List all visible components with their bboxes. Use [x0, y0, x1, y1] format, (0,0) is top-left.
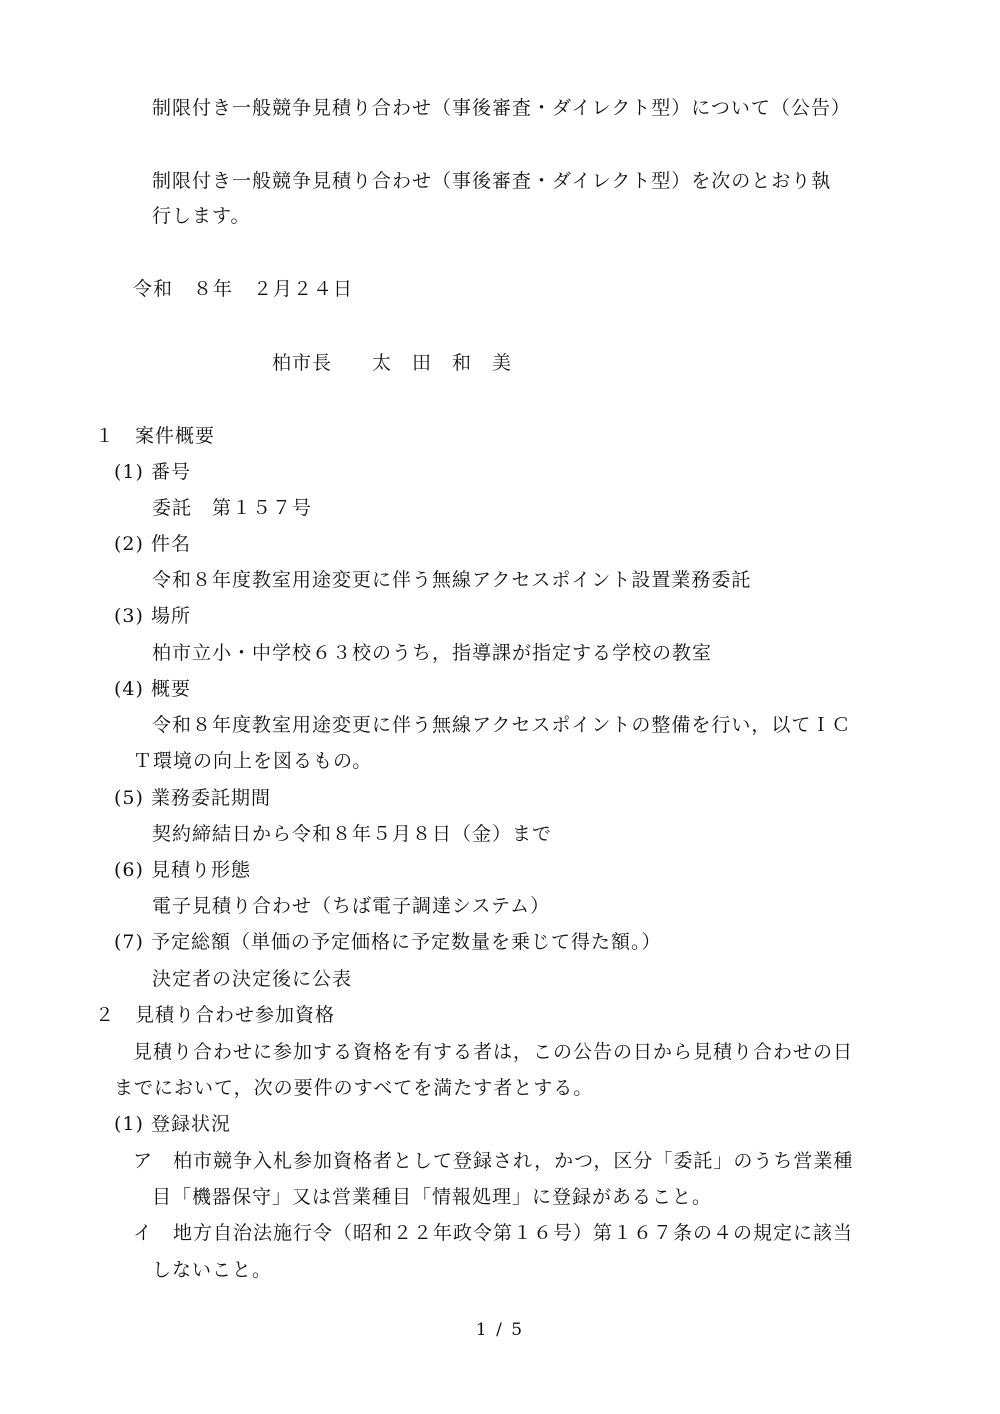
notice-date: 令和 ８年 ２月２４日 [133, 278, 354, 300]
item-7-label: (7) 予定総額（単価の予定価格に予定数量を乗じて得た額。） [114, 931, 662, 953]
intro-line-1: 制限付き一般競争見積り合わせ（事後審査・ダイレクト型）を次のとおり執 [152, 170, 832, 192]
item-1-label: (1) 番号 [114, 461, 191, 483]
item-5-label: (5) 業務委託期間 [114, 787, 271, 809]
item-1-text: 委託 第１５７号 [152, 497, 313, 519]
requirement-a-line-1: ア 柏市競争入札参加資格者として登録され，かつ，区分「委託」のうち営業種 [133, 1150, 854, 1172]
item-3-label: (3) 場所 [114, 605, 191, 627]
section-1-heading: １ 案件概要 [95, 425, 216, 447]
intro-line-2: 行します。 [152, 205, 251, 227]
item-4-text-2: Ｔ環境の向上を図るもの。 [133, 750, 373, 772]
page-number: 1 / 5 [475, 1320, 525, 1340]
item-2-label: (2) 件名 [114, 533, 191, 555]
item-4-text-1: 令和８年度教室用途変更に伴う無線アクセスポイントの整備を行い，以てＩＣ [152, 714, 852, 736]
requirement-i-line-1: イ 地方自治法施行令（昭和２２年政令第１６号）第１６７条の４の規定に該当 [133, 1222, 854, 1244]
item-3-text: 柏市立小・中学校６３校のうち，指導課が指定する学校の教室 [152, 642, 713, 664]
document-title: 制限付き一般競争見積り合わせ（事後審査・ダイレクト型）について（公告） [152, 97, 851, 119]
signatory: 柏市長 太 田 和 美 [272, 352, 513, 374]
requirement-i-line-2: しないこと。 [152, 1259, 273, 1281]
requirement-a-line-2: 目「機器保守」又は営業種目「情報処理」に登録があること。 [152, 1186, 713, 1208]
item-2-text: 令和８年度教室用途変更に伴う無線アクセスポイント設置業務委託 [152, 569, 752, 591]
item-5-text: 契約締結日から令和８年５月８日（金）まで [152, 823, 553, 845]
item-6-label: (6) 見積り形態 [114, 859, 251, 881]
section-2-intro-2: までにおいて，次の要件のすべてを満たす者とする。 [114, 1077, 594, 1099]
item-4-label: (4) 概要 [114, 678, 191, 700]
section-2-intro-1: 見積り合わせに参加する資格を有する者は，この公告の日から見積り合わせの日 [133, 1041, 854, 1063]
item-7-text: 決定者の決定後に公表 [152, 968, 353, 990]
section-2-heading: ２ 見積り合わせ参加資格 [95, 1004, 336, 1026]
registration-status-label: (1) 登録状況 [114, 1113, 231, 1135]
item-6-text: 電子見積り合わせ（ちば電子調達システム） [152, 895, 551, 917]
